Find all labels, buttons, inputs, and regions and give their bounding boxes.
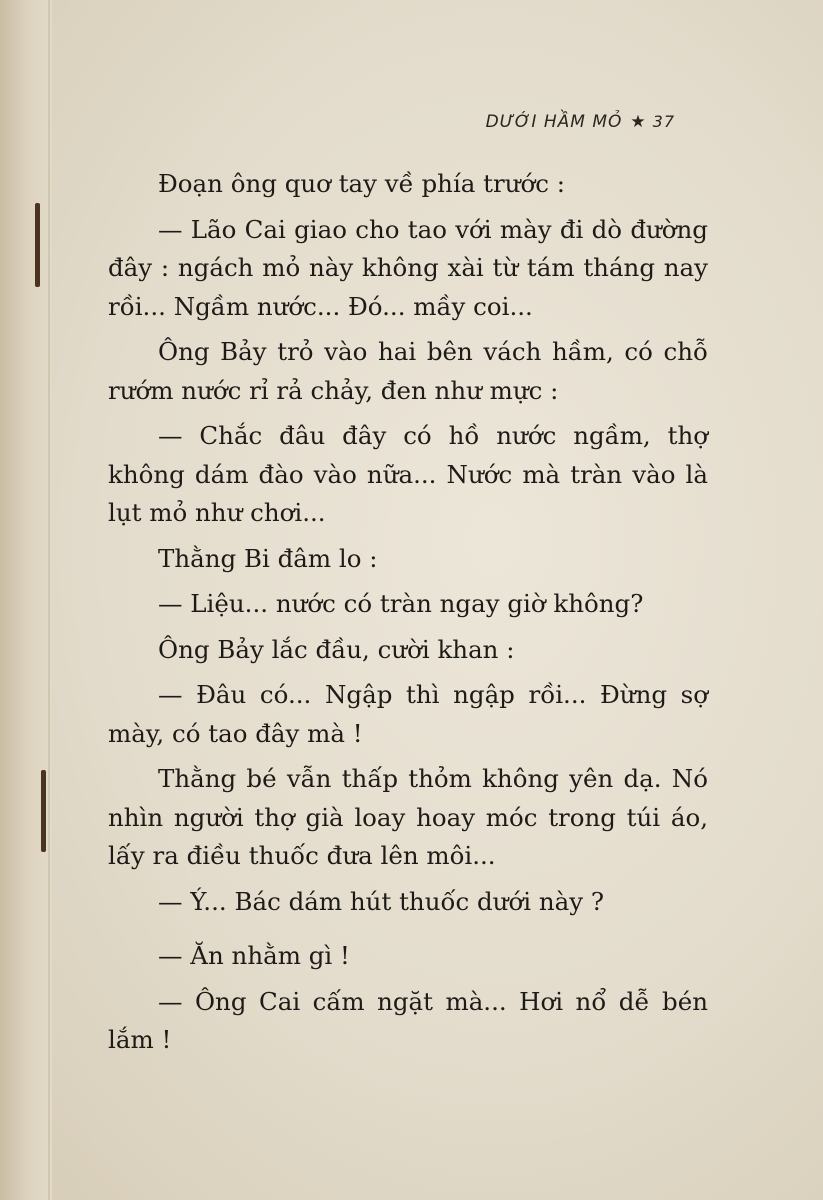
paragraph: — Liệu... nước có tràn ngay giờ không? (158, 589, 644, 618)
body-text (108, 165, 708, 1067)
paragraph: — Ý... Bác dám hút thuốc dưới này ? (158, 886, 604, 916)
paragraph: — Ông Cai cấm ngặt mà... Hơi nổ dễ bén lắm ! (108, 986, 708, 1054)
binding-fold-line (48, 0, 50, 1200)
paragraph: Đoạn ông quơ tay về phía trước : (158, 169, 566, 198)
binding-gutter (0, 0, 52, 1200)
paragraph: Ông Bảy trỏ vào hai bên vách hầm, có chỗ rướm nước rỉ rả chảy, đen như mực : (108, 337, 708, 405)
running-header (486, 112, 675, 132)
staple-top (35, 203, 40, 287)
paragraph: — Ăn nhằm gì ! (158, 941, 350, 970)
star-icon: ★ (630, 112, 647, 132)
paragraph: Ông Bảy lắc đầu, cười khan : (158, 634, 515, 664)
running-title: DƯỚI HẦM MỎ (485, 112, 623, 132)
paragraph: Thằng bé vẫn thấp thỏm không yên dạ. Nó nhìn người thợ già loay hoay móc trong túi áo, lấy ra điều thuốc đưa lên môi... (108, 764, 708, 870)
paragraph: Thằng Bi đâm lo : (158, 543, 378, 573)
page-number: 37 (652, 112, 675, 131)
paragraph: — Lão Cai giao cho tao với mày đi dò đường đây : ngách mỏ này không xài từ tám tháng nay rồi... Ngầm nước... Đó... mầy coi... (108, 214, 708, 321)
staple-bottom (41, 770, 46, 852)
paragraph: — Đâu có... Ngập thì ngập rồi... Đừng sợ mày, có tao đây mà ! (108, 680, 708, 748)
paragraph: — Chắc đâu đây có hồ nước ngầm, thợ không dám đào vào nữa... Nước mà tràn vào là lụt mỏ như chơi... (108, 421, 708, 527)
